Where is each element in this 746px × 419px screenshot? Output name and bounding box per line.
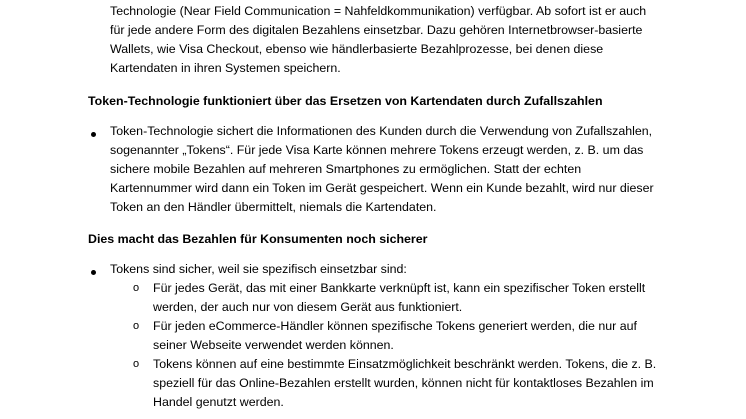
section-heading-consumer-security: Dies macht das Bezahlen für Konsumenten noch sicherer	[88, 232, 428, 246]
bullet-line: Kartennummer wird dann ein Token im Gerät gespeichert. Wenn ein Kunde bezahlt, wird nur dieser	[110, 181, 654, 195]
sub-bullet-line: Für jedes Gerät, das mit einer Bankkarte verknüpft ist, kann ein spezifischer Token erstellt	[153, 281, 646, 295]
sub-bullet-line: speziell für das Online-Bezahlen erstellt wurden, können nicht für kontaktloses Bezahlen im	[153, 376, 654, 390]
section-heading-token-technology: Token-Technologie funktioniert über das Ersetzen von Kartendaten durch Zufallszahlen	[88, 94, 603, 108]
sub-bullet-line: Handel genutzt werden.	[153, 395, 284, 409]
intro-line: Wallets, wie Visa Checkout, ebenso wie händlerbasierte Bezahlprozesse, bei denen diese	[110, 42, 604, 56]
intro-line: Kartendaten in ihren Systemen speichern.	[110, 61, 341, 75]
bullet-line: Tokens sind sicher, weil sie spezifisch einsetzbar sind:	[110, 262, 407, 276]
sub-bullet-line: seiner Webseite verwendet werden können.	[153, 338, 394, 352]
intro-line: für jede andere Form des digitalen Bezahlens einsetzbar. Dazu gehören Internetbrowser-basierte	[110, 23, 643, 37]
bullet-line: sogenannter „Tokens“. Für jede Visa Karte können mehrere Tokens erzeugt werden, z. B. um das	[110, 143, 644, 157]
circle-bullet-icon: o	[133, 320, 140, 332]
bullet-line: Token-Technologie sichert die Informationen des Kunden durch die Verwendung von Zufallszahlen,	[110, 124, 653, 138]
bullet-icon	[91, 132, 96, 137]
sub-bullet-line: werden, der auch nur von diesem Gerät aus funktioniert.	[153, 300, 463, 314]
circle-bullet-icon: o	[133, 358, 140, 370]
bullet-line: Token an den Händler übermittelt, niemals die Kartendaten.	[110, 200, 437, 214]
sub-bullet-line: Tokens können auf eine bestimmte Einsatzmöglichkeit beschränkt werden. Tokens, die z. B.	[153, 357, 657, 371]
bullet-line: sichere mobile Bezahlen auf mehreren Smartphones zu ermöglichen. Statt der echten	[110, 162, 582, 176]
sub-bullet-line: Für jeden eCommerce-Händler können spezifische Tokens generiert werden, die nur auf	[153, 319, 637, 333]
circle-bullet-icon: o	[133, 282, 140, 294]
intro-line: Technologie (Near Field Communication = Nahfeldkommunikation) verfügbar. Ab sofort ist er auch	[110, 4, 647, 18]
bullet-icon	[91, 270, 96, 275]
